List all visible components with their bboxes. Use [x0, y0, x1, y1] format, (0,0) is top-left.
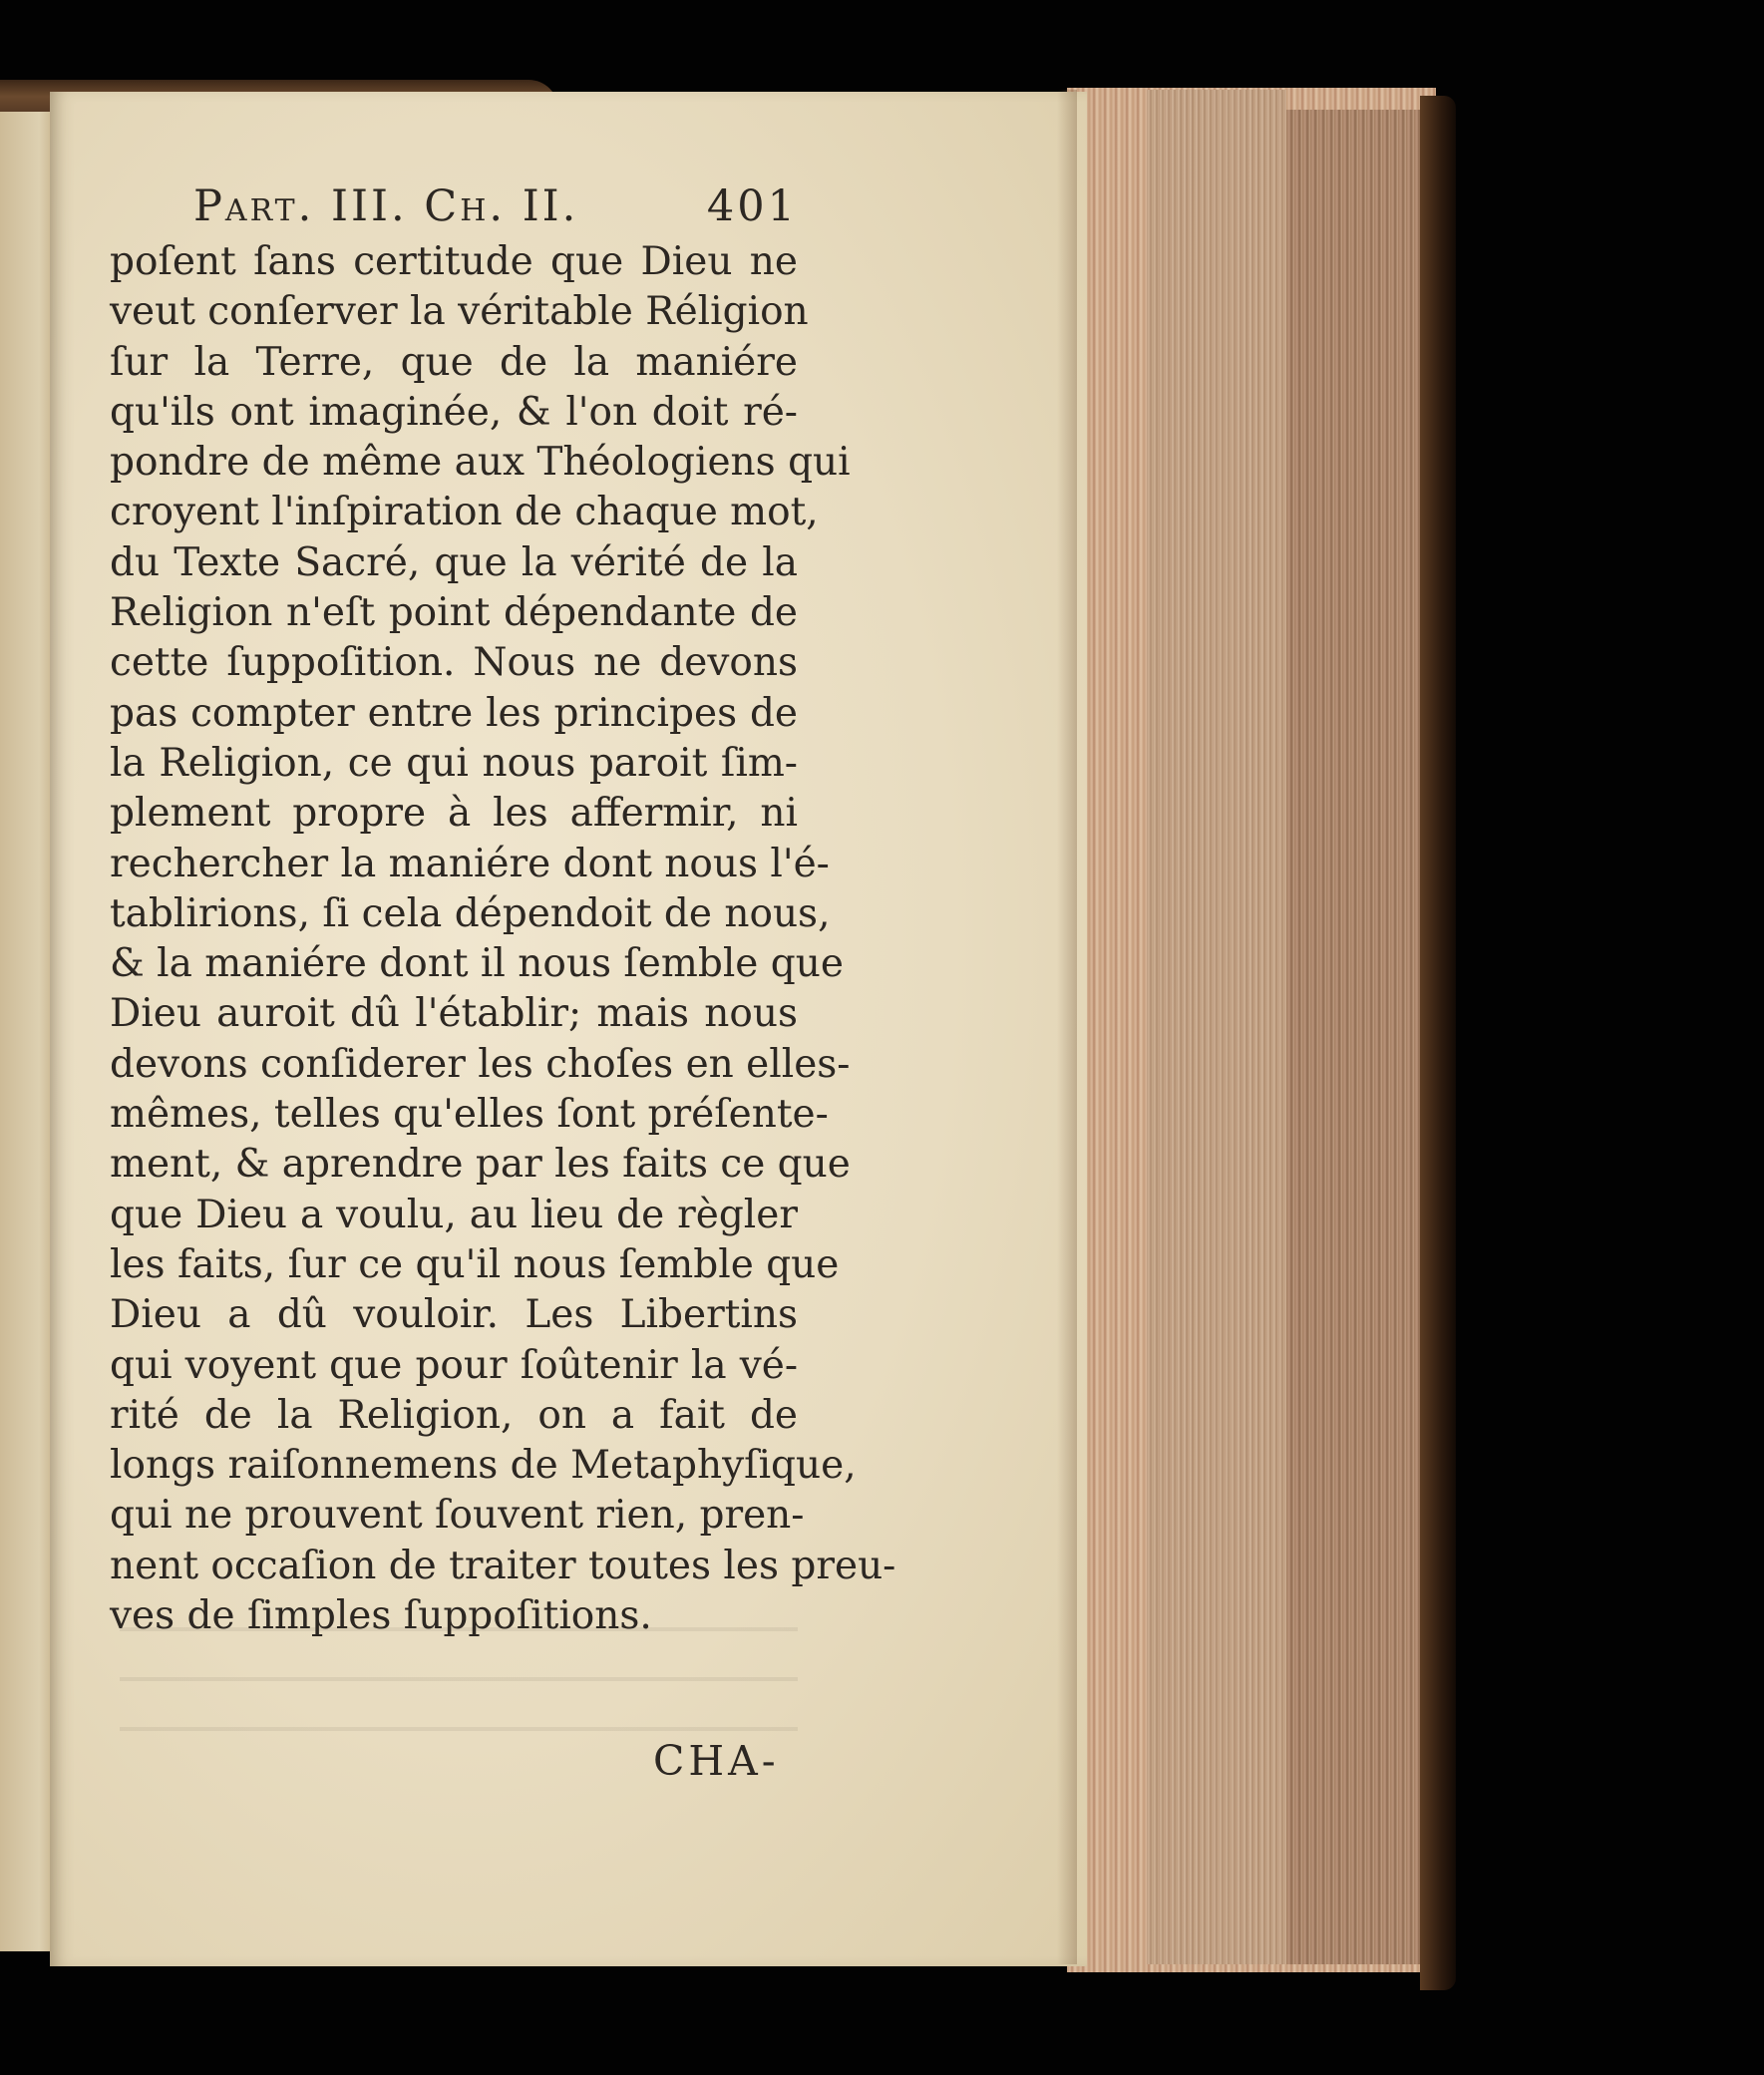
text-line: ment, & aprendre par les faits ce que	[110, 1142, 851, 1188]
text-line: ſur la Terre, que de la maniére	[110, 339, 798, 385]
text-line: croyent l'inſpiration de chaque mot,	[110, 490, 819, 535]
body-text	[110, 237, 896, 1641]
text-line: du Texte Sacré, que la vérité de la	[110, 539, 798, 585]
text-line: Dieu auroit dû l'établir; mais nous	[110, 991, 798, 1037]
text-line: pondre de même aux Théologiens qui	[110, 440, 851, 486]
text-line: Dieu a dû vouloir. Les Libertins	[110, 1292, 798, 1338]
page-text	[110, 181, 896, 1641]
text-line: qui ne prouvent ſouvent rien, pren-	[110, 1493, 805, 1539]
running-head	[110, 181, 798, 235]
text-line: tablirions, ſi cela dépendoit de nous,	[110, 890, 831, 936]
page-edges-inner	[1147, 90, 1286, 1964]
text-line: devons conſiderer les choſes en elles-	[110, 1041, 851, 1087]
text-line: poſent ſans certitude que Dieu ne	[110, 239, 798, 284]
text-line: qui voyent que pour ſoûtenir la vé-	[110, 1342, 798, 1388]
text-line: que Dieu a voulu, au lieu de règler	[110, 1192, 798, 1237]
page-edges-outer	[1286, 110, 1420, 1964]
text-line: longs raiſonnemens de Metaphyſique,	[110, 1443, 857, 1489]
text-line: mêmes, telles qu'elles ſont préſente-	[110, 1092, 829, 1138]
show-through	[120, 1627, 798, 1737]
text-line: qu'ils ont imaginée, & l'on doit ré-	[110, 389, 798, 435]
text-line: & la maniére dont il nous ſemble que	[110, 941, 844, 987]
text-line: nent occaſion de traiter toutes les preu-	[110, 1543, 896, 1588]
text-line: veut conſerver la véritable Réligion	[110, 289, 809, 335]
text-line: rité de la Religion, on a fait de	[110, 1392, 798, 1438]
text-line: les faits, ſur ce qu'il nous ſemble que	[110, 1241, 840, 1287]
text-line: plement propre à les affermir, ni	[110, 791, 798, 837]
text-line: ves de ſimples ſuppoſitions.	[110, 1593, 652, 1639]
text-line: Religion n'eſt point dépendante de	[110, 590, 798, 636]
page-number: 401	[706, 181, 798, 231]
text-line: la Religion, ce qui nous paroit ſim-	[110, 740, 798, 786]
running-head-title: Part. III. Ch. II.	[193, 181, 579, 231]
text-line: cette ſuppoſition. Nous ne devons	[110, 640, 798, 686]
binding-spine	[1420, 96, 1456, 1990]
text-line: pas compter entre les principes de	[110, 690, 798, 736]
page-shadow	[1057, 90, 1077, 1964]
text-line: rechercher la maniére dont nous l'é-	[110, 841, 830, 886]
left-page	[0, 112, 56, 1951]
catchword: CHA-	[653, 1737, 780, 1785]
